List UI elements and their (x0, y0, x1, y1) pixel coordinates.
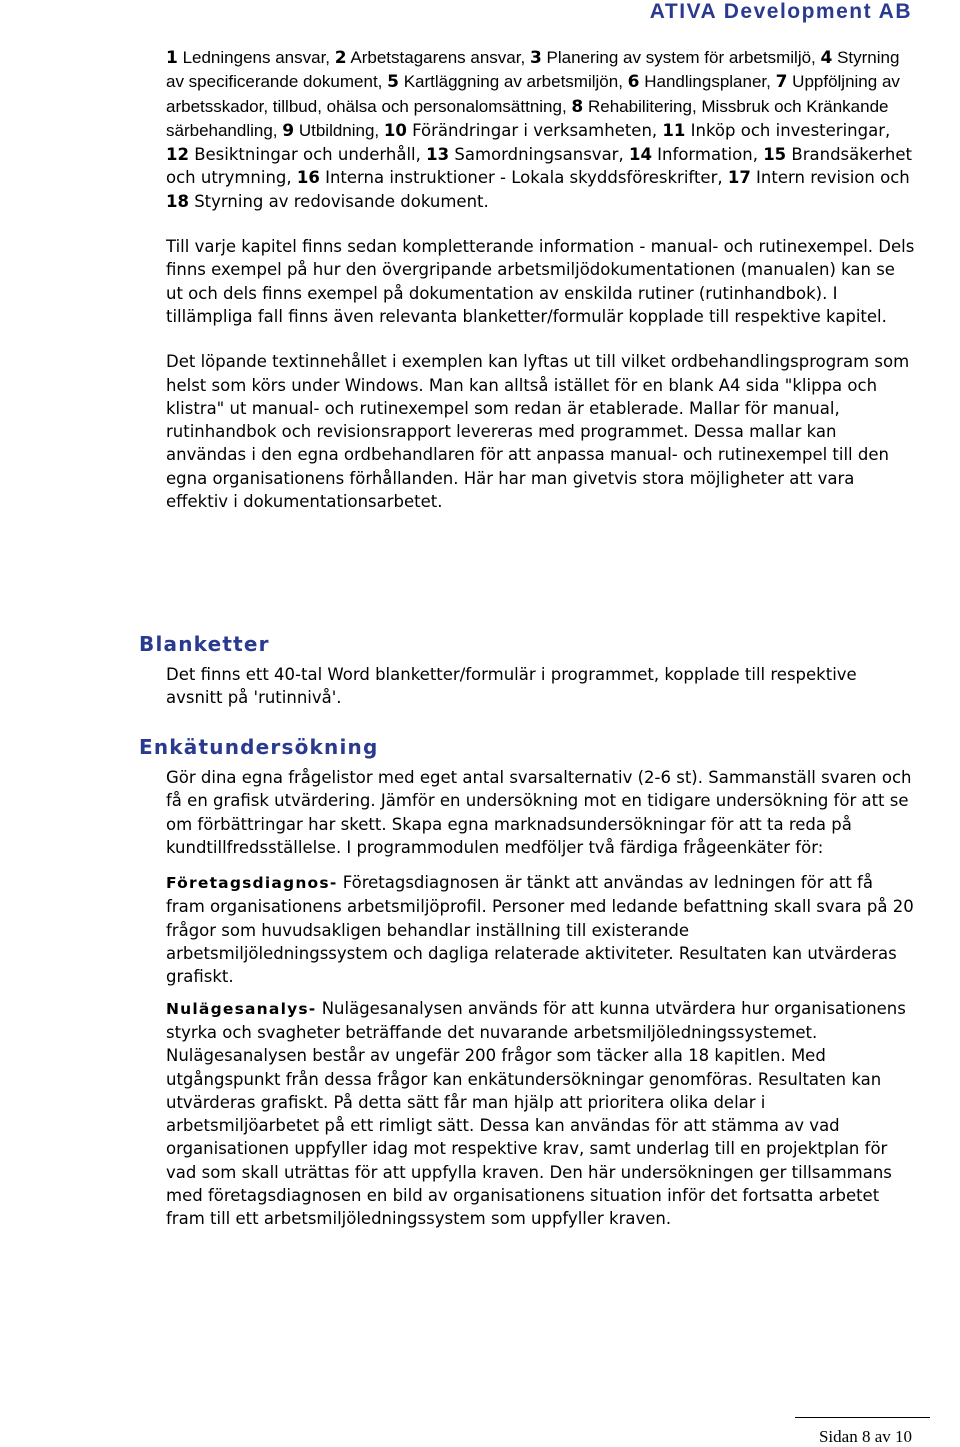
chapter-item: 6 Handlingsplaner, (627, 72, 776, 93)
page-number: Sidan 8 av 10 (818, 1427, 912, 1446)
chapter-item: 12 Besiktningar och underhåll, (166, 145, 427, 165)
chapter-item: 16 Interna instruktioner - Lokala skyddsföreskrifter, (296, 168, 728, 188)
chapter-item: 10 Förändringar i verksamheten, (383, 120, 663, 140)
chapter-item: 4 Styrning av specificerande dokument, (166, 48, 900, 92)
chapter-item: 1 Ledningens ansvar, (166, 48, 335, 68)
chapter-item: 18 Styrning av redovisande dokument. (166, 191, 489, 211)
company-header: ATIVA Development AB (649, 0, 912, 23)
blanketter-section (166, 663, 916, 710)
chapter-item: 7 Uppföljning av arbetsskador, tillbud, ohälsa och personalomsättning, (166, 72, 900, 116)
nulagesanalys-paragraph: Nulägesanalys- Nulägesanalysen används för att kunna utvärdera hur organisationens styrka och svagheter beträffande det nuvarande arbetsmiljöledningssystemet. Nulägesanalysen består av ungefär 200 frågor som täcker alla 18 kapitlen. Med utgångspunkt från dessa frågor kan enkätundersökningar genomföras. Resultaten kan utvärderas grafiskt. På detta sätt får man hjälp att prioritera olika delar i arbetsmiljöarbetet på ett rimligt sätt. Dessa kan användas för att stämma av vad organisationen uppfyller idag mot respektive krav, samt underlag till en projektplan för vad som skall uträttas för att uppfylla kraven. Den här undersökningen ger tillsammans med företagsdiagnosen en bild av organisationens situation inför det fortsatta arbetet fram till ett arbetsmiljöledningssystem som uppfyller kraven. (166, 998, 906, 1229)
chapter-item: 3 Planering av system för arbetsmiljö, (529, 48, 821, 68)
intro-section (166, 46, 916, 513)
chapter-list (166, 46, 916, 213)
blanketter-heading: Blanketter (139, 632, 270, 656)
nulagesanalys-term: Nulägesanalys- (166, 999, 317, 1018)
chapter-item: 8 Rehabilitering, Missbruk och Kränkande särbehandling, (166, 96, 889, 140)
chapter-item: 17 Intern revision och (727, 168, 910, 188)
foretagsdiagnos-paragraph: Företagsdiagnos- Företagsdiagnosen är tänkt att användas av ledningen för att få fram organisationens arbetsmiljöprofil. Personer med ledande befattning skall svara på 20 frågor som huvudsakligen behandlar inställning till existerande arbetsmiljöledningssystem och dagliga relaterade aktiviteter. Resultaten kan utvärderas grafiskt. (166, 873, 914, 987)
chapter-item: 5 Kartläggning av arbetsmiljön, (387, 72, 628, 93)
chapter-item: 11 Inköp och investeringar, (662, 120, 891, 140)
chapter-item: 14 Information, (628, 145, 764, 165)
blanketter-paragraph: Det finns ett 40-tal Word blanketter/formulär i programmet, kopplade till respektive avsnitt på 'rutinnivå'. (166, 665, 857, 708)
text-content-paragraph: Det löpande textinnehållet i exemplen kan lyftas ut till vilket ordbehandlingsprogram som helst som körs under Windows. Man kan alltså istället för en blank A4 sida "klippa och klistra" ut manual- och rutinexempel som redan är etablerade. Mallar för manual, rutinhandbok och revisionsrapport levereras med programmet. Dessa mallar kan användas i den egna ordbehandlaren för att anpassa manual- och rutinexempel till den egna organisationens förhållanden. Här har man givetvis stora möjligheter att vara effektiv i dokumentationsarbetet. (166, 352, 910, 512)
chapter-item: 15 Brandsäkerhet och utrymning, (166, 145, 912, 188)
chapter-item: 9 Utbildning, (282, 120, 384, 141)
enkat-section (166, 766, 916, 1231)
chapter-item: 13 Samordningsansvar, (426, 145, 629, 165)
manual-paragraph: Till varje kapitel finns sedan kompletterande information - manual- och rutinexempel. Dels finns exempel på hur den övergripande arbetsmiljödokumentationen (manualen) kan se ut och dels finns exempel på dokumentation av enskilda rutiner (rutinhandbok). I tillämpliga fall finns även relevanta blanketter/formulär kopplade till respektive kapitel. (166, 237, 915, 326)
footer-divider (795, 1417, 930, 1418)
enkat-heading: Enkätundersökning (139, 735, 379, 759)
foretagsdiagnos-term: Företagsdiagnos- (166, 874, 338, 893)
enkat-intro-paragraph: Gör dina egna frågelistor med eget antal svarsalternativ (2-6 st). Sammanställ svaren och få en grafisk utvärdering. Jämför en undersökning mot en tidigare undersökning för att se om förbättringar har skett. Skapa egna marknadsundersökningar för att ta reda på kundtillfredsställelse. I programmodulen medföljer två färdiga frågeenkäter för: (166, 768, 912, 857)
chapter-item: 2 Arbetstagarens ansvar, (334, 48, 530, 68)
